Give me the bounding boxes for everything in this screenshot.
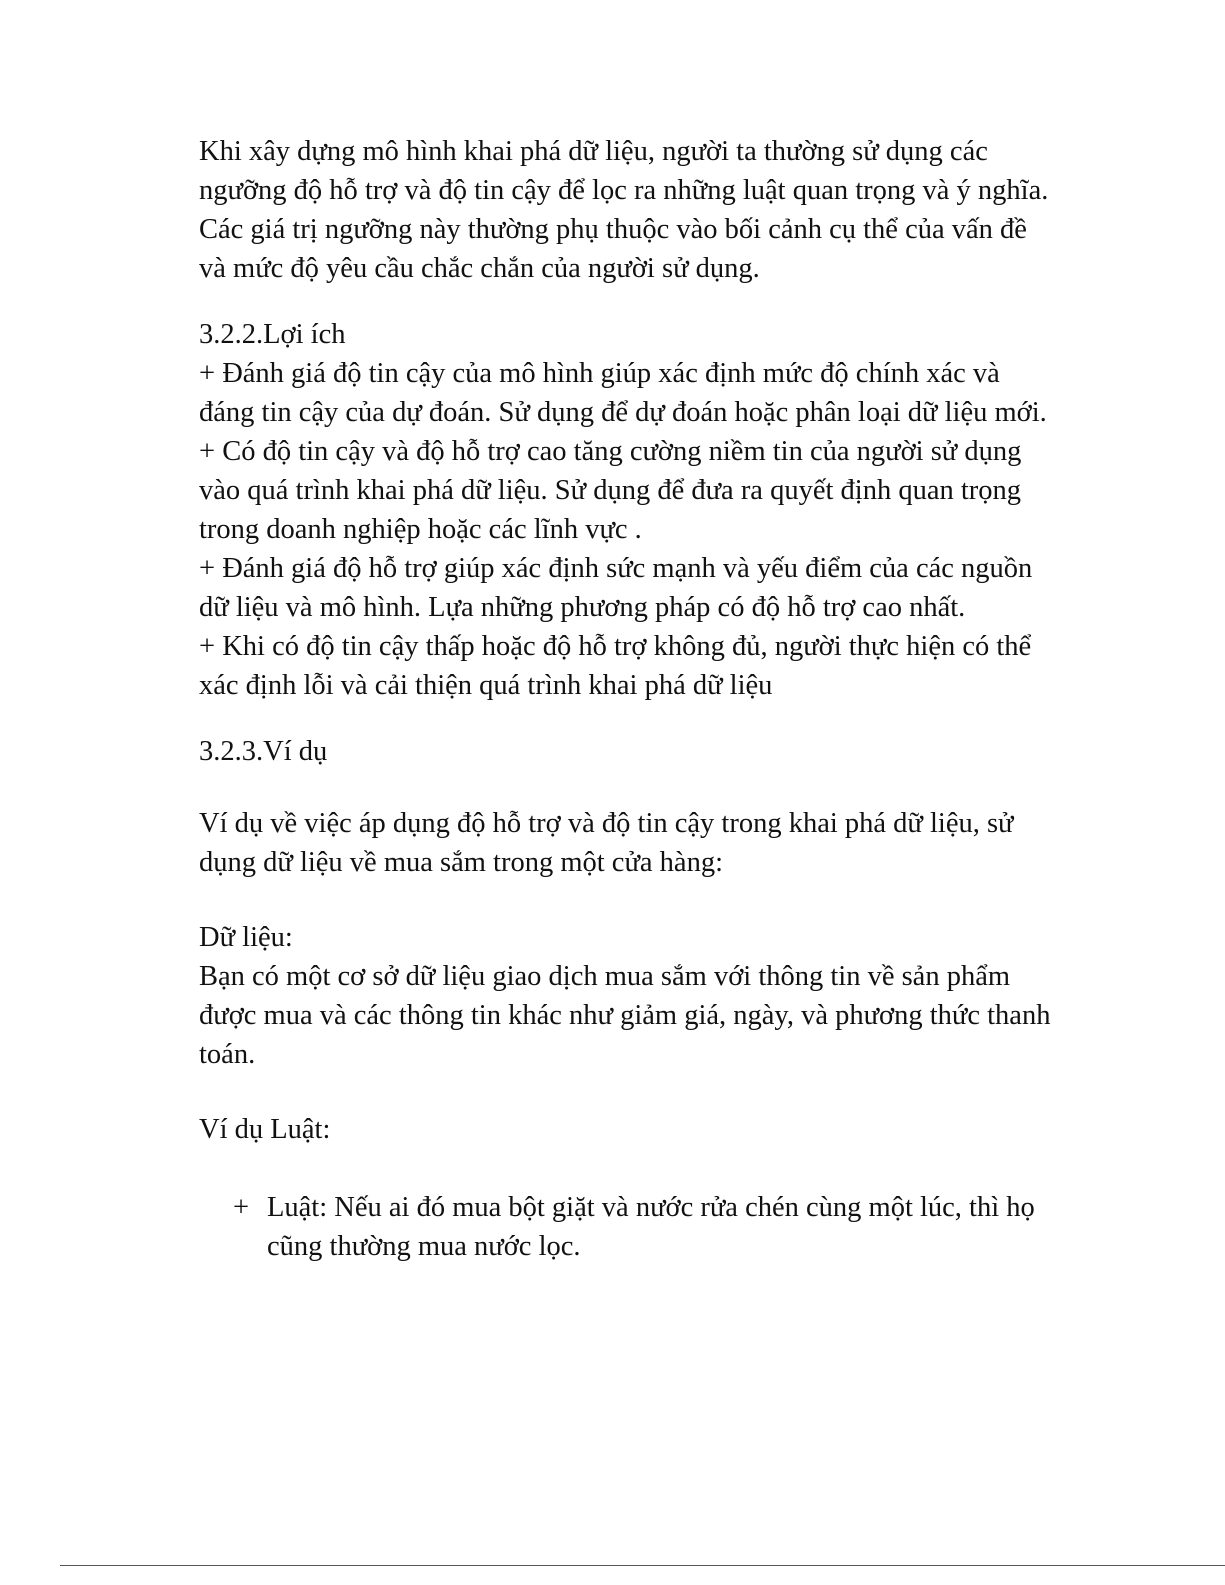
benefit-item: + Đánh giá độ tin cậy của mô hình giúp xác định mức độ chính xác và đáng tin cậy của dự đoán. Sử dụng để dự đoán hoặc phân loại dữ liệu mới. xyxy=(199,358,1047,428)
data-label: Dữ liệu: xyxy=(199,922,293,953)
page-bottom-divider xyxy=(60,1565,1225,1566)
spacer xyxy=(199,1074,1059,1110)
rule-text: Luật: Nếu ai đó mua bột giặt và nước rửa chén cùng một lúc, thì họ cũng thường mua nước lọc. xyxy=(267,1192,1035,1262)
rules-label: Ví dụ Luật: xyxy=(199,1114,331,1145)
section-heading-benefits: 3.2.2.Lợi ích xyxy=(199,319,346,350)
section-heading-example: 3.2.3.Ví dụ xyxy=(199,736,328,767)
spacer xyxy=(199,705,1059,732)
data-description: Bạn có một cơ sở dữ liệu giao dịch mua sắm với thông tin về sản phẩm được mua và các thông tin khác như giảm giá, ngày, và phương thức thanh toán. xyxy=(199,961,1051,1070)
benefit-item: + Có độ tin cậy và độ hỗ trợ cao tăng cường niềm tin của người sử dụng vào quá trình khai phá dữ liệu. Sử dụng để đưa ra quyết định quan trọng trong doanh nghiệp hoặc các lĩnh vực . xyxy=(199,436,1022,545)
document-body xyxy=(199,132,1059,1266)
rule-item xyxy=(233,1188,1059,1266)
benefit-item: + Đánh giá độ hỗ trợ giúp xác định sức mạnh và yếu điểm của các nguồn dữ liệu và mô hình. Lựa những phương pháp có độ hỗ trợ cao nhất. xyxy=(199,553,1033,623)
spacer xyxy=(199,771,1059,804)
spacer xyxy=(199,882,1059,918)
spacer xyxy=(199,288,1059,315)
benefit-item: + Khi có độ tin cậy thấp hoặc độ hỗ trợ không đủ, người thực hiện có thể xác định lỗi và cải thiện quá trình khai phá dữ liệu xyxy=(199,631,1032,701)
plus-bullet-icon: + xyxy=(233,1192,250,1223)
rules-list xyxy=(199,1188,1059,1266)
spacer xyxy=(199,1149,1059,1188)
intro-paragraph: Khi xây dựng mô hình khai phá dữ liệu, người ta thường sử dụng các ngưỡng độ hỗ trợ và độ tin cậy để lọc ra những luật quan trọng và ý nghĩa. xyxy=(199,136,1049,206)
intro-paragraph: Các giá trị ngưỡng này thường phụ thuộc vào bối cảnh cụ thể của vấn đề và mức độ yêu cầu chắc chắn của người sử dụng. xyxy=(199,214,1027,284)
example-intro-paragraph: Ví dụ về việc áp dụng độ hỗ trợ và độ tin cậy trong khai phá dữ liệu, sử dụng dữ liệu về mua sắm trong một cửa hàng: xyxy=(199,808,1014,878)
